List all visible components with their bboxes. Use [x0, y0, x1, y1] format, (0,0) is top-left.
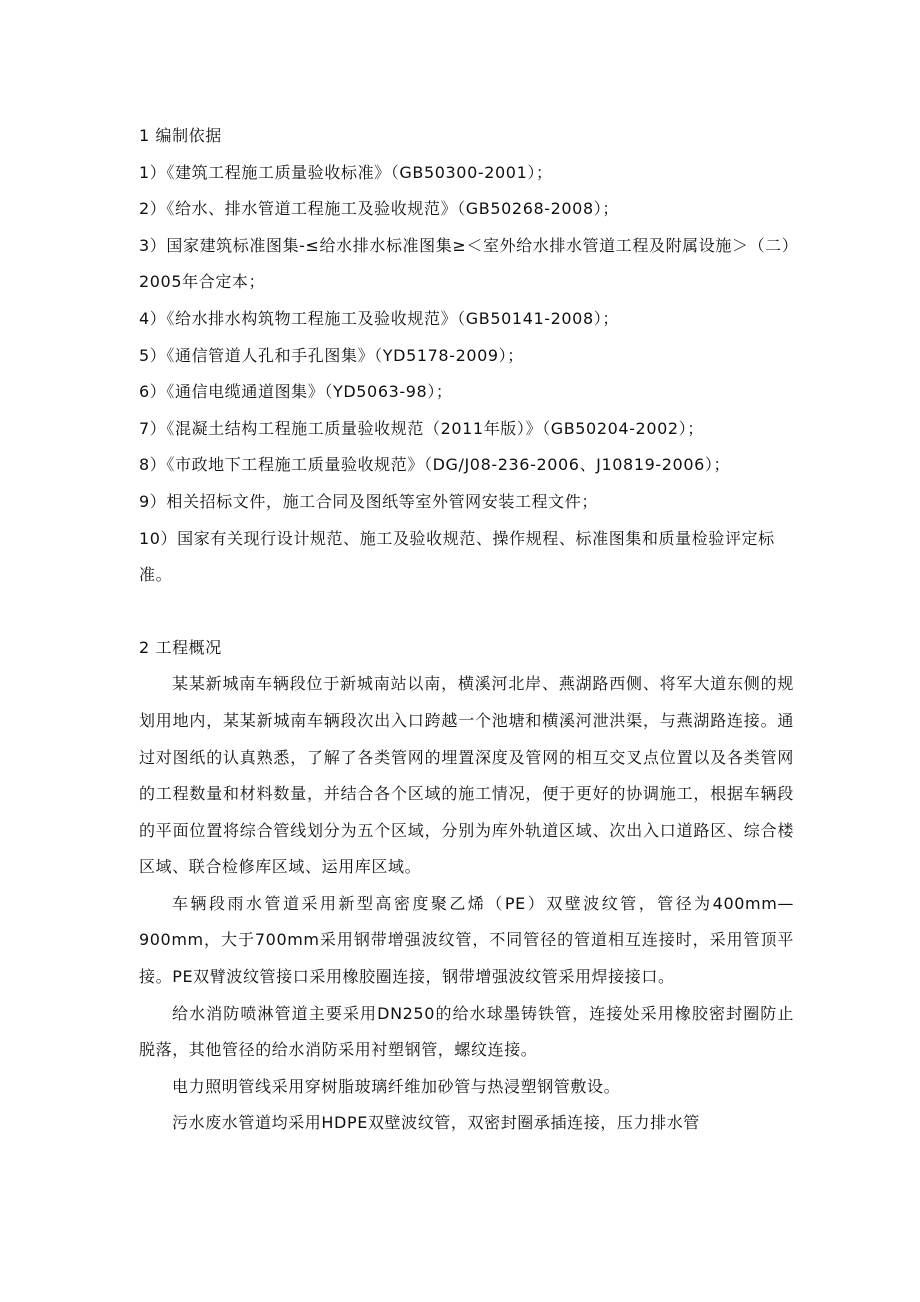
overview-paragraph-4: 电力照明管线采用穿树脂玻璃纤维加砂管与热浸塑钢管敷设。	[172, 1076, 621, 1096]
reference-item-3: 3）国家建筑标准图集-≤给水排水标准图集≥＜室外给水排水管道工程及附属设施＞（二）2005年合定本；	[139, 235, 791, 292]
reference-item-7: 7）《混凝土结构工程施工质量验收规范（2011年版）》（GB50204-2002）；	[139, 418, 704, 438]
overview-paragraph-3: 给水消防喷淋管道主要采用DN250的给水球墨铸铁管，连接处采用橡胶密封圈防止脱落，其他管径的给水消防采用衬塑钢管，螺纹连接。	[139, 1003, 794, 1060]
overview-paragraph-1: 某某新城南车辆段位于新城南站以南，横溪河北岸、燕湖路西侧、将军大道东侧的规划用地内，某某新城南车辆段次出入口跨越一个池塘和横溪河泄洪渠，与燕湖路连接。通过对图纸的认真熟悉，了解了各类管网的埋置深度及管网的相互交叉点位置以及各类管网的工程数量和材料数量，并结合各个区域的施工情况，便于更好的协调施工，根据车辆段的平面位置将综合管线划分为五个区域，分别为库外轨道区域、次出入口道路区、综合楼区域、联合检修库区域、运用库区域。	[139, 674, 794, 877]
section-2-heading: 2 工程概况	[139, 637, 222, 657]
section-1-heading: 1 编制依据	[139, 126, 222, 145]
overview-paragraph-2: 车辆段雨水管道采用新型高密度聚乙烯（PE）双壁波纹管，管径为400mm—900mm，大于700mm采用钢带增强波纹管，不同管径的管道相互连接时，采用管顶平接。PE双臂波纹管接口采用橡胶圈连接，钢带增强波纹管采用焊接接口。	[139, 893, 794, 987]
overview-paragraph-5: 污水废水管道均采用HDPE双壁波纹管，双密封圈承插连接，压力排水管	[172, 1113, 700, 1133]
reference-item-1: 1）《建筑工程施工质量验收标准》（GB50300-2001）；	[139, 162, 553, 182]
section-gap	[139, 594, 794, 630]
reference-item-9: 9）相关招标文件，施工合同及图纸等室外管网安装工程文件；	[139, 491, 598, 511]
reference-item-4: 4）《给水排水构筑物工程施工及验收规范》（GB50141-2008）；	[139, 308, 619, 328]
reference-item-2: 2）《给水、排水管道工程施工及验收规范》（GB50268-2008）；	[139, 199, 619, 219]
document-body	[139, 118, 794, 1142]
reference-item-10: 10）国家有关现行设计规范、施工及验收规范、操作规程、标准图集和质量检验评定标准。	[139, 528, 775, 585]
reference-item-6: 6）《通信电缆通道图集》（YD5063-98）；	[139, 382, 453, 402]
reference-item-8: 8）《市政地下工程施工质量验收规范》（DG/J08-236-2006、J10819-2006）；	[139, 455, 731, 475]
reference-item-5: 5）《通信管道人孔和手孔图集》（YD5178-2009）；	[139, 345, 524, 365]
